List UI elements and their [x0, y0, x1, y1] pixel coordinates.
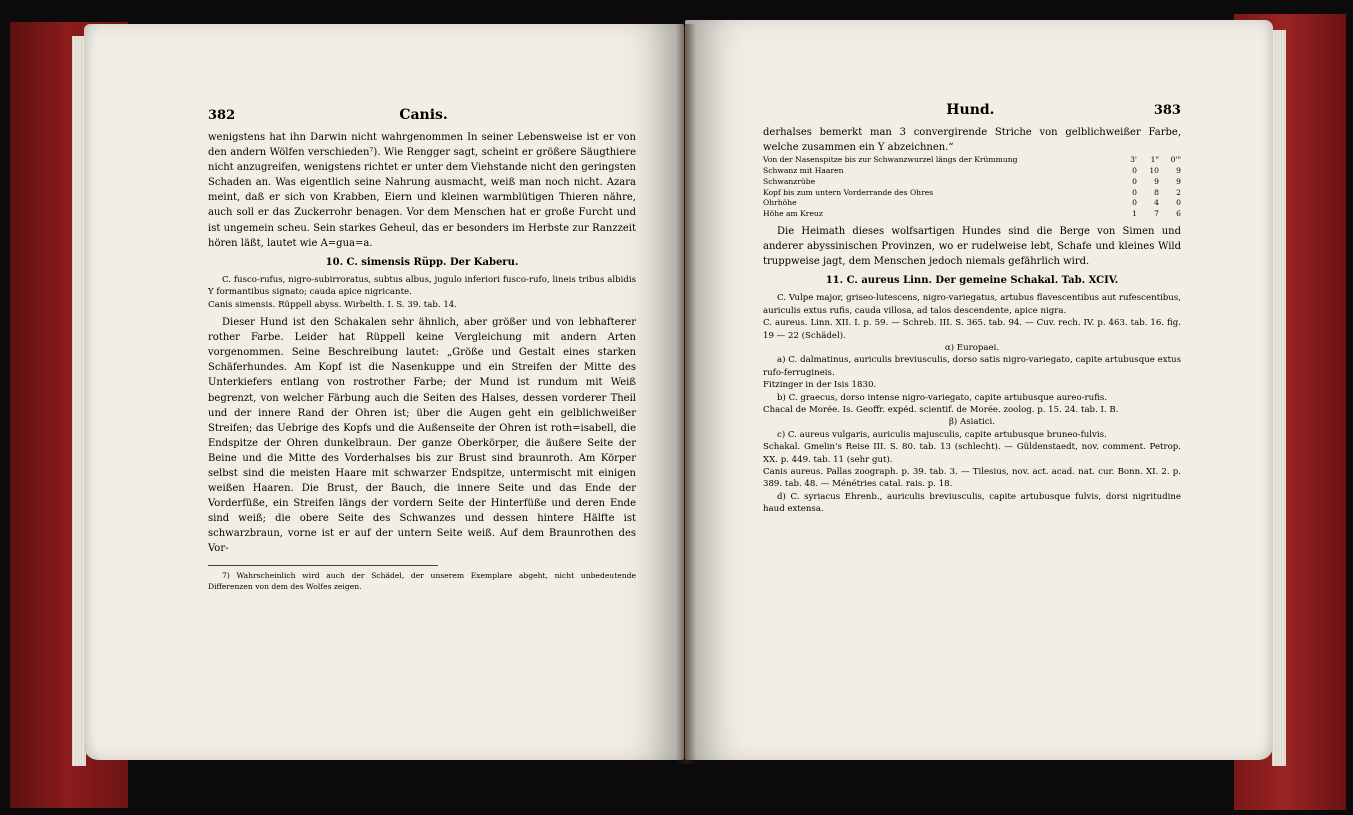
- citation: Fitzinger in der Isis 1830.: [763, 380, 877, 391]
- measurements-table: [763, 155, 1181, 220]
- species-heading: 11. C. aureus Linn. Der gemeine Schakal. Tab. XCIV.: [825, 275, 1119, 287]
- variety-description: d) C. syriacus Ehrenb., auriculis breviusculis, capite artubusque fulvis, dorsi nigritudine haud extensa.: [763, 491, 1181, 515]
- subsection-label: α) Europaei.: [944, 342, 1000, 353]
- book-gutter: [676, 24, 696, 764]
- page-number: 382: [208, 108, 236, 123]
- citation: Chacal de Morée. Is. Geoffr. expéd. scientif. de Morée. zoolog. p. 15. 24. tab. I. B.: [763, 405, 1119, 415]
- citation: C. aureus. Linn. XII. I. p. 59. — Schreb. III. S. 365. tab. 94. — Cuv. rech. IV. p. 463. tab. 16. fig. 19 — 22 (Schädel).: [763, 318, 1181, 341]
- table-row: Schwanzrübe 0 9 9: [763, 176, 1181, 186]
- footnote-rule: [208, 565, 438, 566]
- right-page-content: [763, 103, 1181, 516]
- variety-description: c) C. aureus vulgaris, auriculis majusculis, capite artubusque bruneo-fulvis.: [777, 429, 1107, 440]
- page-number: 383: [1153, 103, 1181, 118]
- latin-description: C. Vulpe major, griseo-lutescens, nigro-variegatus, artubus flavescentibus aut rufescentibus, auriculis extus rufis, cauda villosa, ad talos descendente, apice nigra.: [763, 293, 1181, 316]
- citation: Canis aureus. Pallas zoograph. p. 39. tab. 3. — Tilesius, nov. act. acad. nat. cur. Bonn. XI. 2. p. 389. tab. 48. — Ménétries catal. rais. p. 18.: [763, 467, 1181, 490]
- subsection-label: β) Asiatici.: [948, 417, 996, 428]
- latin-description: C. fusco-rufus, nigro-subirroratus, subtus albus, jugulo inferiori fusco-rufo, lineis tribus albidis Y formantibus signato; cauda apice nigricante.: [208, 274, 636, 298]
- table-row: Ohrhöhe 0 4 0: [763, 198, 1181, 208]
- citation: Canis simensis. Rüppell abyss. Wirbelth. I. S. 39. tab. 14.: [208, 299, 458, 310]
- table-row: Von der Nasenspitze bis zur Schwanzwurzel längs der Krümmung 3' 1" 0'": [763, 155, 1181, 165]
- body-paragraph: Die Heimath dieses wolfsartigen Hundes sind die Berge von Simen und anderer abyssinischen Provinzen, wo er rudelweise lebt, Schafe und kleines Wild truppweise jagt, dem Menschen jedoch niemals gefährlich wird.: [763, 225, 1181, 268]
- footnote: 7) Wahrscheinlich wird auch der Schädel, der unserem Exemplare abgeht, nicht unbedeutende Differenzen von dem des Wolfes zeigen.: [208, 570, 636, 591]
- variety-description: b) C. graecus, dorso intense nigro-variegato, capite artubusque aureo-rufis.: [777, 392, 1108, 403]
- left-page-content: [208, 108, 636, 592]
- body-paragraph: wenigstens hat ihn Darwin nicht wahrgenommen In seiner Lebensweise ist er von den andern Wölfen verschieden⁷). Wie Rengger sagt, scheint er größere Säugthiere nicht anzugreifen, wenigstens richtet er unter dem Viehstande nicht den geringsten Schaden an. Was eigentlich seine Nahrung ausmacht, weiß man noch nicht. Azara meint, daß er sich von Krabben, Eiern und kleinen warmblütigen Thieren nähre, auch soll er das Zuckerrohr benagen. Vor dem Menschen hat er große Furcht und ist ungemein scheu. Sein starkes Geheul, das er besonders im Herbste zur Ranzzeit hören läßt, lautet wie A=gua=a.: [208, 132, 636, 249]
- table-row: Schwanz mit Haaren 0 10 9: [763, 165, 1181, 175]
- citation: Schakal. Gmelin's Reise III. S. 80. tab. 13 (schlecht). — Güldenstaedt, nov. comment. Petrop. XX. p. 449. tab. 11 (sehr gut).: [763, 442, 1181, 465]
- running-head: Canis.: [399, 107, 448, 123]
- right-page-header: [763, 103, 1181, 125]
- left-page-header: [208, 108, 636, 130]
- table-row: Höhe am Kreuz 1 7 6: [763, 209, 1181, 219]
- body-paragraph: Dieser Hund ist den Schakalen sehr ähnlich, aber größer und von lebhafterer rother Farbe. Leider hat Rüppell keine Vergleichung mit andern Arten vorgenommen. Seine Beschreibung lautet: „Größe und Gestalt eines starken Schäferhundes. Am Kopf ist die Nasenkuppe und ein Streifen der Mitte des Unterkiefers entlang von rostrother Farbe; der Mund ist rundum mit Weiß begrenzt, von welcher Färbung auch die Seiten des Halses, dessen vorderer Theil und der innere Rand der Ohren ist; über die Augen geht ein gelblichweißer Streifen; das Uebrige des Kopfs und die Außenseite der Ohren ist roth=isabell, die Endspitze der Ohren dunkelbraun. Der ganze Oberkörper, die äußere Seite der Beine und die Mitte des Vorderhalses bis zur Brust sind braunroth. Am Körper selbst sind die meisten Haare mit schwarzer Endspitze, untermischt mit einigen weißen Haaren. Die Brust, der Bauch, die innere Seite und das Ende der Vorderfüße, ein Streifen längs der vordern Seite der Hinterfüße und deren Ende sind weiß; die obere Seite des Schwanzes und dessen hintere Hälfte ist schwarzbraun, vorne ist er auf der untern Seite weiß. Auf dem Braunrothen des Vor-: [208, 317, 636, 555]
- table-row: Kopf bis zum untern Vorderrande des Ohres 0 8 2: [763, 187, 1181, 197]
- body-paragraph: derhalses bemerkt man 3 convergirende Striche von gelblichweißer Farbe, welche zusammen ein Y abzeichnen.“: [763, 127, 1181, 154]
- right-page-edges: [1272, 30, 1286, 766]
- species-heading: 10. C. simensis Rüpp. Der Kaberu.: [325, 256, 519, 268]
- running-head: Hund.: [946, 102, 995, 118]
- variety-description: a) C. dalmatinus, auriculis breviusculis, dorso satis nigro-variegato, capite artubusque extus rufo-ferrugineis.: [763, 355, 1181, 378]
